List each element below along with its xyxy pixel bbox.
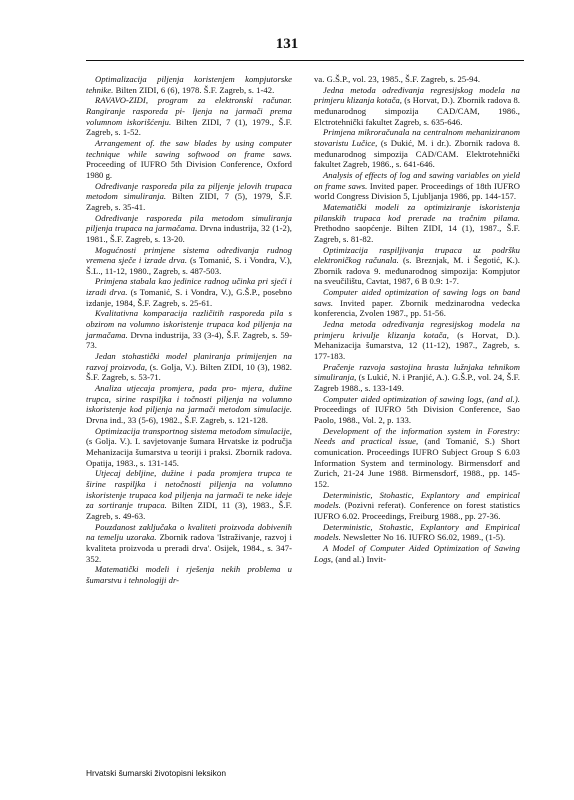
bibliography-entry — [86, 426, 292, 469]
bibliography-entry — [86, 74, 292, 95]
entry-title: Mogućnosti primjene sistema određivanja rudnog vremena sječe i izrade drva. — [86, 244, 292, 266]
right-column — [314, 74, 520, 564]
bibliography-entry — [314, 245, 520, 288]
entry-details: (s Tomanić, S. i Vondra, V.), Š.L., 11-12, 1980., Zagreb, s. 487-503. — [86, 255, 292, 276]
entry-title: Jedna metoda određivanja regresijskog modela na primjeru klizanja kotača, — [314, 84, 520, 106]
bibliography-entry — [86, 181, 292, 213]
entry-details: Bilten ZIDI, 6 (6), 1978. Š.F. Zagreb, s. 1-42. — [113, 84, 275, 95]
header-rule — [86, 60, 524, 61]
entry-details: (s. Golja, V.). Bilten ZIDI, 10 (3), 1982. Š.F. Zagreb, s. 53-71. — [86, 361, 293, 383]
entry-title: Određivanje rasporeda pila za piljenje jelovih trupaca metodom simuliranja. — [86, 180, 292, 202]
bibliography-entry — [314, 362, 520, 394]
entry-title: Pouzdanost zaključaka o kvaliteti proizvoda dobivenih na temelju uzoraka. — [86, 521, 292, 543]
entry-details: (s Lukić, N. i Pranjić, A.). G.Š.P., vol. 24, Š.F. Zagreb 1988., s. 133-149. — [314, 372, 520, 394]
entry-title: Optimalizacija piljenja koristenjem kompjutorske tehnike. — [86, 74, 292, 95]
bibliography-entry — [314, 202, 520, 245]
bibliography-entry — [86, 383, 292, 426]
entry-details: Bilten ZIDI, 11 (3), 1983., Š.F. Zagreb, s. 49-63. — [86, 500, 292, 521]
entry-details: (and al.) Invit- — [333, 553, 386, 564]
bibliography-entry — [86, 468, 292, 521]
entry-details: (s Tomanić, S. i Vondra, V.), G.Š.P., posebno izdanje, 1984, Š.F. Zagreb, s. 25-61. — [86, 287, 292, 308]
bibliography-entry — [86, 245, 292, 277]
entry-title: Primjena stabala kao jedinice radnog učinka pri sjeći i izradi drva. — [86, 276, 292, 298]
entry-details: Proceedings of IUFRO 5th Division Conference, Sao Paolo, 1988., Vol. 2, p. 133. — [314, 404, 520, 425]
bibliography-entry — [314, 490, 520, 522]
bibliography-entry — [86, 351, 292, 383]
bibliography-entry — [314, 426, 520, 490]
bibliography-entry — [86, 276, 292, 308]
entry-details: Drvna ind., 33 (5-6), 1982., Š.F. Zagreb, s. 121-128. — [86, 415, 268, 425]
entry-details: (s. Breznjak, M. i Šegotić, K.). Zbornik radova 9. međunarodnog simpozija: Kompjutor na sveučilištu, Cavtat, 1987, 6 B 0.9: 1-7. — [314, 255, 520, 287]
entry-title: Pračenje razvoja sastojina hrasta lužnjaka tehnikom simuliranja, — [314, 361, 520, 383]
entry-title: Jedna metoda određivanja regresijskog modela na primjeru krivulje klizanja kotača, — [314, 319, 520, 340]
bibliography-entry — [86, 138, 292, 181]
bibliography-entry — [86, 564, 292, 585]
entry-details: Bilten ZIDI, 7 (1), 1979., Š.F. Zagreb, s. 1-52. — [86, 116, 292, 138]
entry-title: Analysis of effects of log and sawing variables on yield on frame saws. — [314, 169, 520, 191]
entry-title: Computer aided optimization of sawing logs, (and al.). — [323, 393, 520, 404]
bibliography-entry — [314, 287, 520, 319]
entry-details: Bilten ZIDI, 7 (5), 1979, Š.F. Zagreb, s. 35-41. — [86, 191, 292, 212]
entry-title: Analiza utjecaja promjera, pada pro- mjera, dužine trupca, sirine raspiljka i točnosti piljenja na volumno iskoristenje kod piljenja na jarmači metodom simulacije. — [86, 383, 292, 415]
entry-details: (s Dukić, M. i dr.). Zbornik radova 8. međunarodnog simpozija CAD/CAM. Elektrotehnički fakultet Zagreb, 1986., s. 641-646. — [314, 137, 520, 170]
left-column — [86, 74, 292, 586]
bibliography-entry — [86, 522, 292, 565]
entry-details: Proceeding of IUFRO 5th Division Conference, Oxford 1980 g. — [86, 159, 292, 180]
entry-details: (s Golja. V.). I. savjetovanje šumara Hrvatske iz područja Mehanizacija šumarstva u teoriji i praksi. Zbornik radova. Opatija, 1983., s. 131-145. — [86, 436, 292, 468]
entry-details: Zbornik radova 'Istraživanje, razvoj i kvaliteta proizvoda u preradi drva'. Osijek, 1984., s. 347-352. — [86, 532, 292, 564]
entry-title: RAVAVO-ZIDI, program za elektronski računar. Rangiranje rasporeda pi- ljenja na jarmači prema volumnom iskorišćenju. — [86, 95, 292, 127]
entry-details: (s Horvat, D.). Zbornik radova 8. međunarodnog simpozija CAD/CAM, 1986., Elctrotehnički fakultet Zagreb, s. 635-646. — [314, 95, 520, 127]
page-footer: Hrvatski šumarski životopisni leksikon — [86, 768, 227, 778]
bibliography-entry — [314, 127, 520, 170]
entry-details: (s Horvat, D.). Mehanizacija šumarstva, 12 (11-12), 1987., Zagreb, s. 177-183. — [314, 329, 520, 362]
entry-details: Newsletter No 16. IUFRO S6.02, 1989., (1-5). — [340, 532, 506, 543]
entry-title: Matematički modeli za optimiziranje iskoristenja pilanskih trupaca kod prerade na tračnim pilama. — [314, 201, 520, 223]
entry-title: Arrangement of. the saw blades by using computer technique while sawing softwood on frame saws. — [86, 137, 292, 159]
entry-details: va. G.Š.P., vol. 23, 1985., Š.F. Zagreb, s. 25-94. — [314, 74, 481, 84]
bibliography-entry — [314, 543, 520, 564]
entry-details: (Pozivni referat). Conference on forest statistics IUFRO 6.02. Proceedings, Freiburg 1988., pp. 27-36. — [314, 500, 520, 521]
entry-details: Drvna industrija, 32 (1-2), 1981., Š.F. Zagreb, s. 13-20. — [86, 223, 292, 244]
bibliography-entry — [314, 170, 520, 202]
bibliography-entry — [314, 85, 520, 128]
entry-title: Jedan stohastički model planiranja primijenjen na razvoj proizvoda, — [86, 351, 292, 372]
entry-details: Drvna industrija, 33 (3-4), Š.F. Zagreb, s. 59-73. — [86, 329, 292, 351]
bibliography-entry — [314, 74, 520, 85]
bibliography-entry — [314, 522, 520, 543]
entry-title: Development of the information system in Forestry: Needs and practical issue, — [314, 425, 520, 447]
entry-title: Utjecaj debljine, dužine i pada promjera trupca te širine raspiljka i netočnosti piljenja na volumno iskoristenje trupaca kod piljenja na jarmači te neke ideje za sortiranje trupaca. — [86, 468, 292, 511]
entry-title: Određivanje rasporeda pila metodom simuliranja piljenja trupaca na jarmačama. — [86, 212, 292, 234]
entry-title: Computer aided optimization of sawing logs on band saws. — [314, 287, 520, 308]
bibliography-entry — [86, 95, 292, 138]
entry-title: Deterministic, Stohastic, Explantory and empirical models. — [314, 489, 520, 511]
entry-details: Prethodno saopćenje. Bilten ZIDI, 14 (1), 1987., Š.F. Zagreb, s. 81-82. — [314, 223, 520, 244]
entry-details: (and Tomanić, S.) Short comunication. Proceedings IUFRO Subject Group S 6.03 Information System and terminology. Birmensdorf and Zurich, 21-24 June 1988. Birmensdorf, 1988., pp. 145-152. — [314, 436, 520, 489]
entry-title: Matematički modeli i rješenja nekih problema u šumarstvu i tehnologiji dr- — [86, 564, 292, 585]
entry-title: Kvalitativna komparacija različitih rasporeda pila s obzirom na volumno iskoristenje trupaca kod piljenja na jarmačama. — [86, 308, 292, 340]
entry-title: Deterministic, Stohastic, Explantory and Empirical models. — [314, 521, 520, 543]
page-number: 131 — [275, 36, 299, 52]
entry-details: Invited paper. Proceedings of 18th IUFRO world Congress Division 5, Ljubljanja 1986, pp. 144-157. — [314, 180, 520, 202]
bibliography-entry — [86, 308, 292, 351]
entry-details: Invited paper. Zbornik medzinarodna vedecka konferencia, Zvolen 1987., pp. 51-56. — [314, 297, 520, 319]
entry-title: Optimizacija transportnog sistema metodom simulacije, — [95, 425, 292, 436]
entry-title: Optimizacija raspiljivanja trupaca uz podršku elektroničkog računala. — [314, 244, 520, 266]
bibliography-entry — [314, 394, 520, 426]
entry-title: A Model of Computer Aided Optimization of Sawing Logs, — [314, 542, 520, 564]
entry-title: Primjena mikroračunala na centralnom mehaniziranom stovaristu Lučice, — [314, 127, 520, 148]
bibliography-entry — [314, 319, 520, 362]
bibliography-entry — [86, 213, 292, 245]
